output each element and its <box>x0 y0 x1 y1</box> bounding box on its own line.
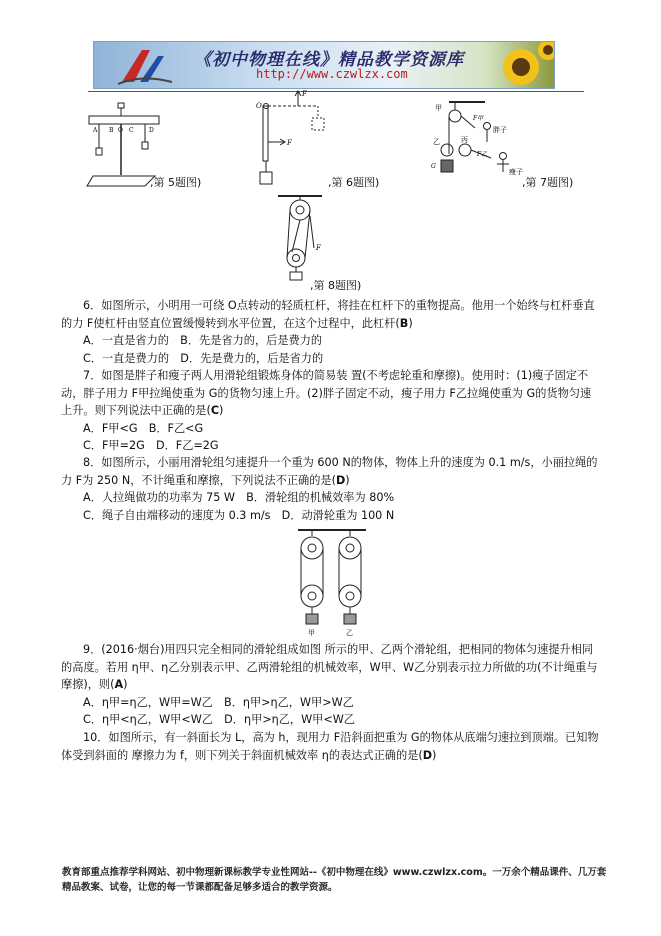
q7-close: ) <box>219 404 224 418</box>
q8-stem <box>61 454 601 489</box>
q8-answer: D <box>335 473 346 487</box>
figure-9-pulley-pair <box>292 526 372 638</box>
fig5-label-d: D <box>149 127 154 134</box>
q7-option-row: C．F甲=2G D．F乙=2G <box>83 439 219 453</box>
fig7-label-f-yi: F乙 <box>477 151 488 158</box>
q6-stem-text: 6．如图所示，小明用一可绕 O点转动的轻质杠杆，将挂在杠杆下的重物提高。他用一个始终与杠杆垂直的力 F使杠杆由竖直位置缓慢转到水平位置，在这个过程中，此杠杆( <box>61 299 595 330</box>
fig7-label-jia: 甲 <box>435 104 442 112</box>
question-8 <box>61 454 601 524</box>
fig6-label-o: O <box>256 102 262 110</box>
q9-stem <box>61 641 601 694</box>
fig5-label-b: B <box>109 127 114 134</box>
question-10 <box>61 729 601 764</box>
fig8-caption: ,第 8题图) <box>310 279 362 292</box>
question-9 <box>61 641 601 729</box>
q10-stem-text: 10．如图所示，有一斜面长为 L，高为 h，现用力 F沿斜面把重为 G的物体从底端匀速拉到顶端。已知物体受到斜面的 摩擦力为 f，则下列关于斜面机械效率 η的表达式正确的是( <box>61 731 599 762</box>
fig5-label-o: O <box>118 127 123 134</box>
figure-8-pulley <box>272 192 332 282</box>
fig7-label-thin: 瘦子 <box>509 168 523 176</box>
q9-answer: A <box>114 678 124 692</box>
q7-option-row: A．F甲<G B．F乙<G <box>83 421 204 435</box>
fig7-label-bing: 丙 <box>461 136 468 144</box>
q6-answer: B <box>399 316 409 330</box>
q10-close: ) <box>432 748 437 762</box>
q6-option-row: A．一直是省力的 B．先是省力的，后是费力的 <box>83 334 323 348</box>
fig9-label-yi: 乙 <box>346 629 353 637</box>
q9-option-row: C．η甲<η乙，W甲<W乙 D．η甲>η乙，W甲<W乙 <box>83 713 355 727</box>
q9-close: ) <box>123 678 128 692</box>
fig7-caption: ,第 7题图) <box>522 176 574 189</box>
q10-answer: D <box>422 748 432 762</box>
q7-stem-text: 7．如图是胖子和瘦子两人用滑轮组锻炼身体的简易装 置(不考虑轮重和摩擦)。使用时：(1)瘦子固定不动，胖子用力 F甲拉绳使重为 G的货物匀速上升。(2)胖子固定不动，瘦子用力 F乙拉绳使重为 G的货物匀速上升。则下列说法中正确的是( <box>61 369 592 418</box>
q6-stem <box>61 297 601 332</box>
fig7-label-yi: 乙 <box>433 138 440 146</box>
fig7-label-g: G <box>431 163 436 170</box>
q7-answer: C <box>210 404 220 418</box>
fig6-label-f-top: F <box>302 90 307 98</box>
banner-url: http://www.czwlzx.com <box>256 67 408 81</box>
fig5-label-c: C <box>129 127 134 134</box>
q9-option-row: A．η甲=η乙，W甲=W乙 B．η甲>η乙，W甲>W乙 <box>83 695 354 709</box>
q8-stem-text: 8．如图所示，小丽用滑轮组匀速提升一个重为 600 N的物体，物体上升的速度为 0.1 m/s，小丽拉绳的力 F为 250 N，不计绳重和摩擦，下列说法不正确的是( <box>61 456 598 487</box>
banner-title: 《初中物理在线》精品教学资源库 <box>194 50 464 70</box>
header-banner <box>93 41 555 89</box>
q7-stem <box>61 367 601 420</box>
figure-6-lever <box>250 88 340 188</box>
question-7 <box>61 367 601 455</box>
q10-stem <box>61 729 601 764</box>
fig5-caption: ,第 5题图) <box>150 176 202 189</box>
fig7-label-f-jia: F甲 <box>473 115 484 122</box>
fig6-caption: ,第 6题图) <box>328 176 380 189</box>
q6-option-row: C．一直是费力的 D．先是费力的，后是省力的 <box>83 351 324 365</box>
q6-close: ) <box>408 316 413 330</box>
question-6 <box>61 297 601 367</box>
q8-close: ) <box>345 473 350 487</box>
q9-stem-text: 9．(2016·烟台)用四只完全相同的滑轮组成如图 所示的甲、乙两个滑轮组，把相同的物体匀速提升相同的高度。若用 η甲、η乙分别表示甲、乙两滑轮组的机械效率，W甲、W乙分别表示拉力所做的功(不计绳重与摩擦)，则( <box>61 643 598 692</box>
sunflower-icon <box>486 42 555 88</box>
site-logo-icon <box>112 42 182 88</box>
q8-option-row: A．人拉绳做功的功率为 75 W B．滑轮组的机械效率为 80% <box>83 491 395 505</box>
page-footer: 教育部重点推荐学科网站、初中物理新课标教学专业性网站--《初中物理在线》www.czwlzx.com。一万余个精品课件、几万套精品教案、试卷，让您的每一节课都配备足够多适合的教学资源。 <box>62 867 607 893</box>
fig8-label-f: F <box>316 244 321 252</box>
fig7-label-fat: 胖子 <box>493 126 507 134</box>
figure-7-pulley-people <box>425 98 530 183</box>
fig9-label-jia: 甲 <box>308 629 315 637</box>
q8-option-row: C．绳子自由端移动的速度为 0.3 m/s D．动滑轮重为 100 N <box>83 508 395 522</box>
fig5-label-a: A <box>93 127 98 134</box>
fig6-label-f: F <box>287 139 292 147</box>
